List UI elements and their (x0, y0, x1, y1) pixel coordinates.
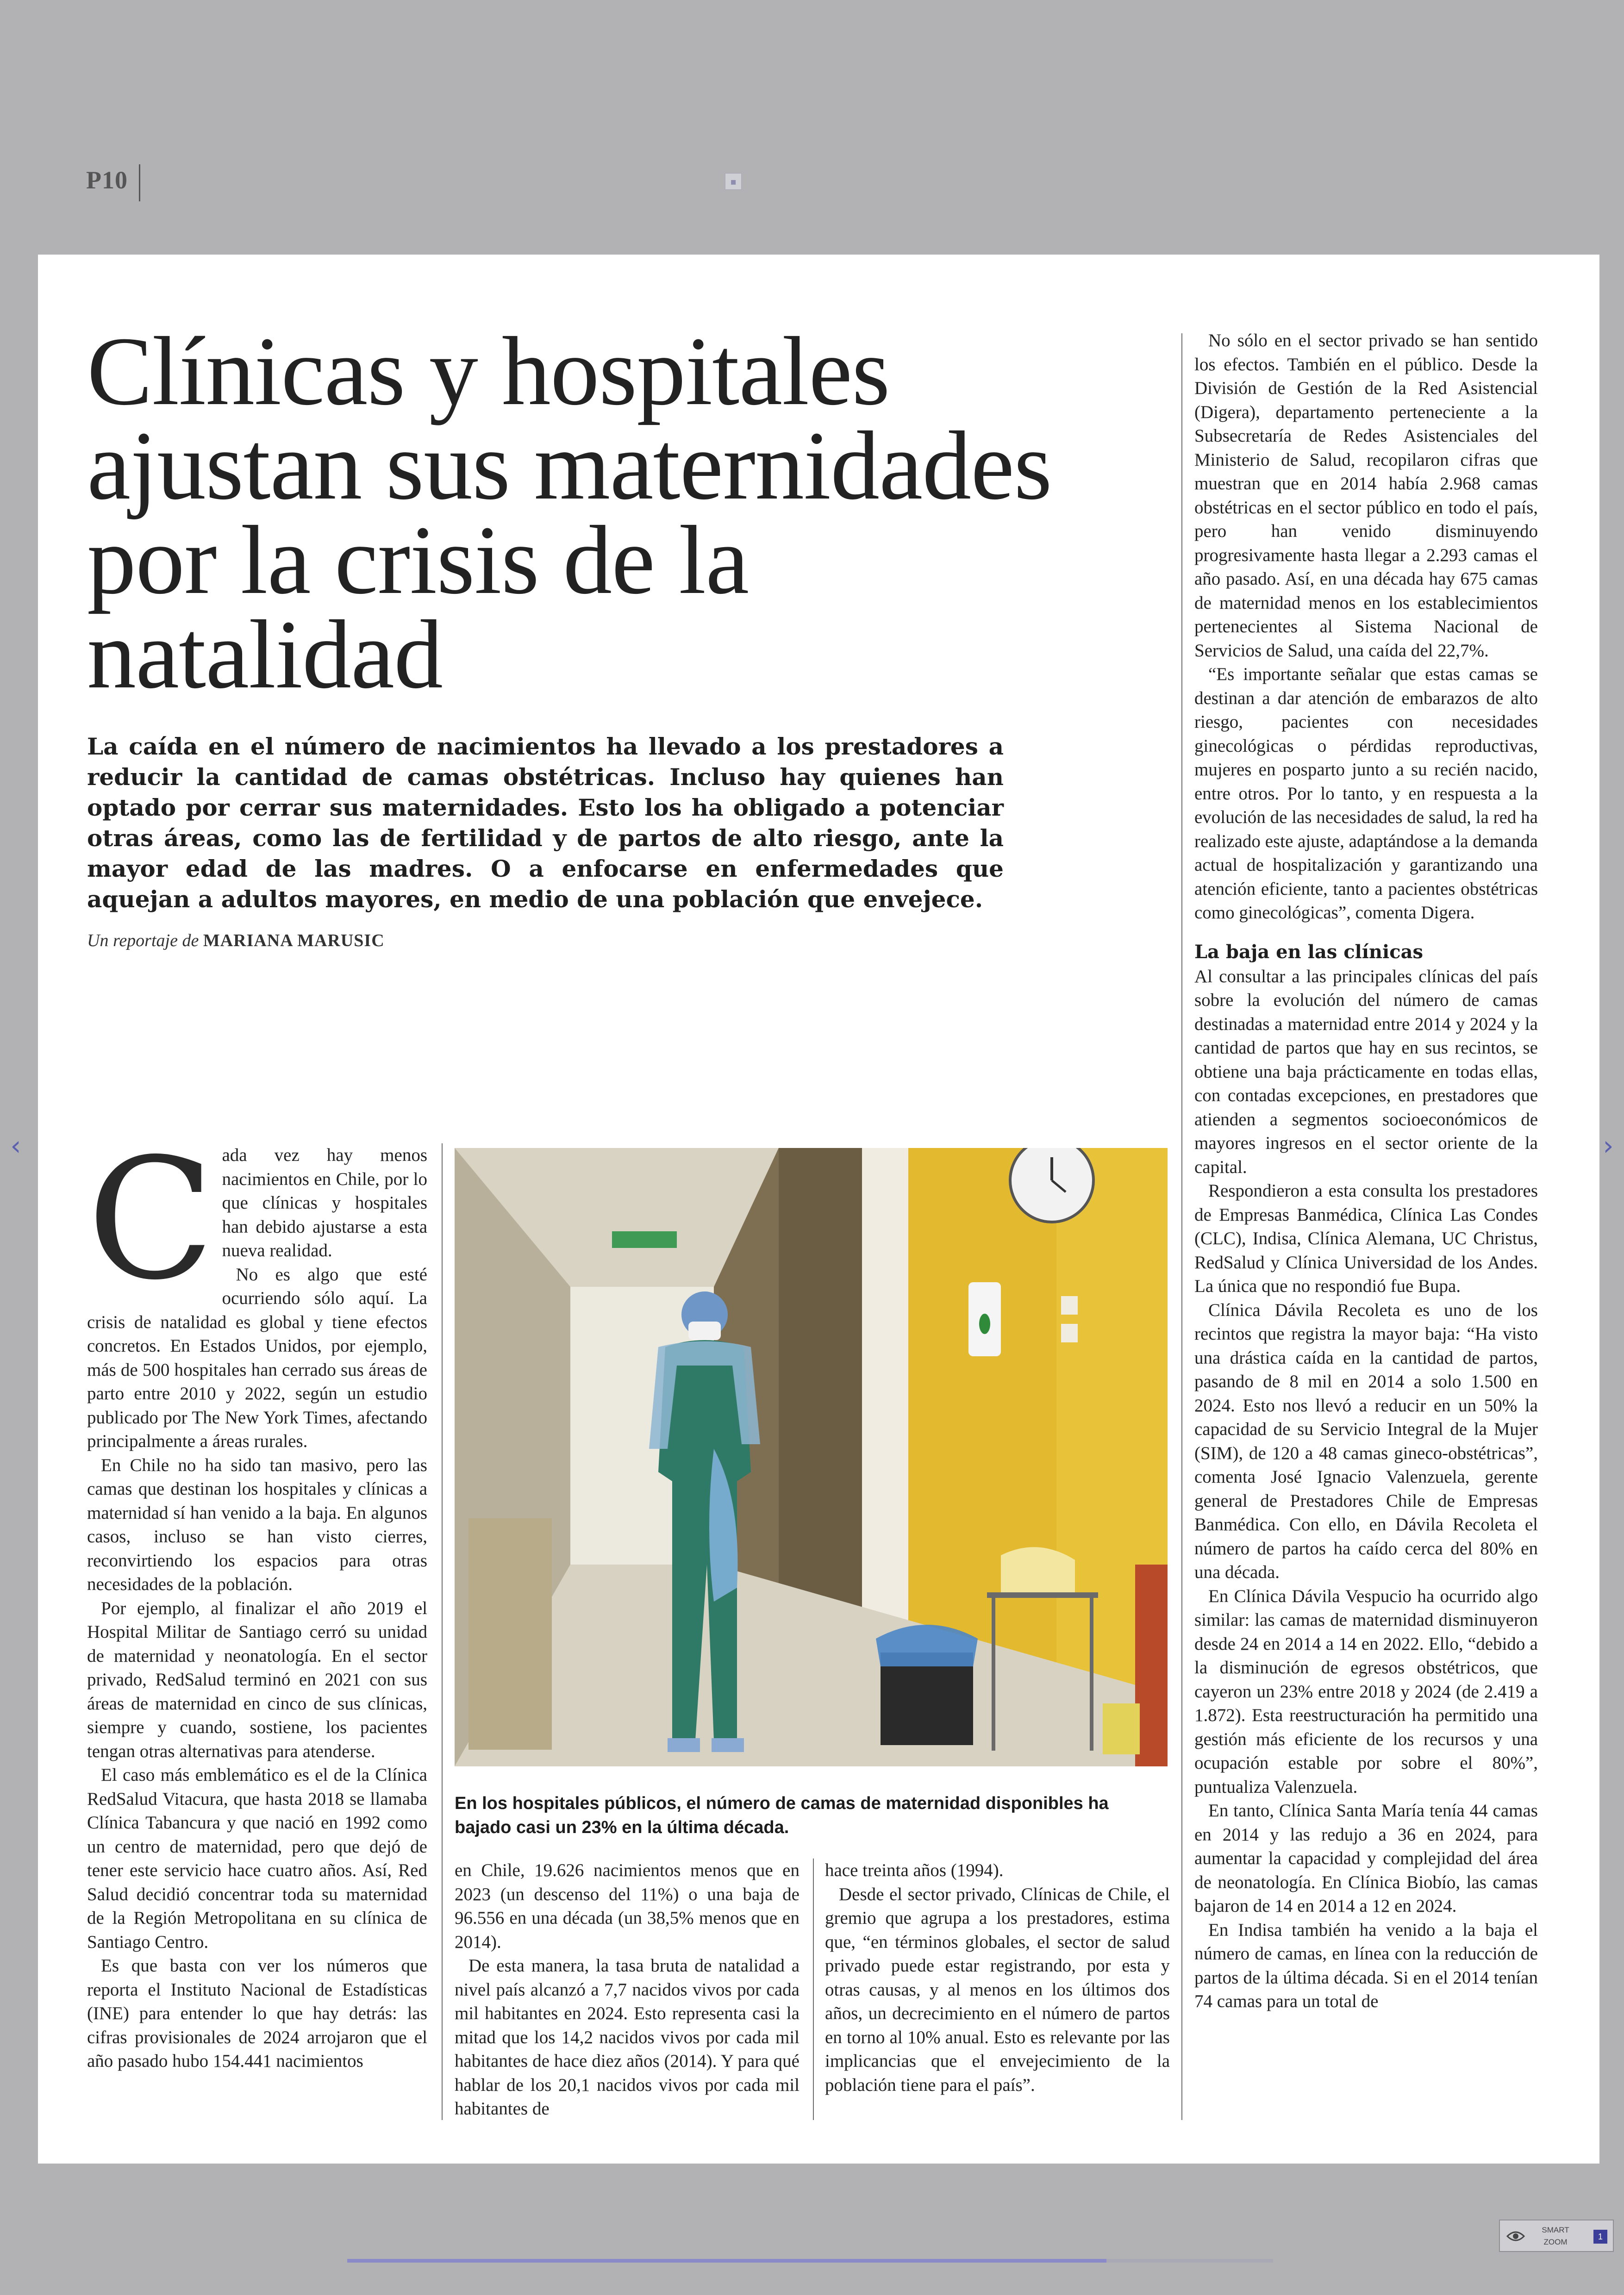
smart-zoom-label: SMART ZOOM (1542, 2226, 1569, 2246)
paragraph: En Indisa también ha venido a la baja el número de camas, en línea con la reducción de partos de la última década. Si en el 2014 tenían 74 camas para un total de (1194, 1920, 1538, 2011)
paragraph: El caso más emblemático es el de la Clínica RedSalud Vitacura, que hasta 2018 se llamaba Clínica Tabancura y que nació en 1992 como un centro de maternidad, pero que dejó de tener este servicio hace cuatro años. Así, Red Salud decidió concentrar toda su maternidad de la Región Metropolitana en su clínica de Santiago Centro. (87, 1765, 427, 1952)
paragraph: “Es importante señalar que estas camas se destinan a dar atención de embarazos de alto riesgo, pacientes con necesidades ginecológicas o pérdidas reproductivas, mujeres en posparto junto a su recién nacido, entre otros. Por lo tanto, y en respuesta a la evolución de las necesidades de salud, la red ha realizado este ajuste, adaptándose a la demanda actual de hospitalización y garantizando una atención eficiente, tanto a pacientes obstétricas como ginecológicas”, comenta Digera. (1194, 664, 1538, 923)
paragraph: No es algo que esté ocurriendo sólo aquí. La crisis de natalidad es global y tiene efectos concretos. En Estados Unidos, por ejemplo, más de 500 hospitales han cerrado sus áreas de parto entre 2010 y 2022, según un estudio publicado por The New York Times, afectando principalmente a áreas rurales. (87, 1264, 427, 1451)
paragraph: De esta manera, la tasa bruta de natalidad a nivel país alcanzó a 7,7 nacidos vivos por cada mil habitantes en 2024. Esto representa casi la mitad que los 14,2 nacidos vivos por cada mil habitantes de hace diez años (2014). Y para qué hablar de los 20,1 nacidos vivos por cada mil habitantes de (455, 1956, 800, 2119)
article-column-4 (1194, 329, 1538, 2014)
article-column-3 (825, 1858, 1170, 2097)
paragraph: Desde el sector privado, Clínicas de Chile, el gremio que agrupa a los prestadores, estima que, “en términos globales, el sector de salud privado puede estar registrando, por esta y otras causas, y al menos en los últimos dos años, un decrecimiento en el número de partos en torno al 10% anual. Esto es relevante por las implicancias que el envejecimiento de la población tiene para el país”. (825, 1884, 1170, 2095)
smart-zoom-button[interactable] (1499, 2220, 1614, 2252)
column-rule (813, 1858, 814, 2120)
paragraph: No sólo en el sector privado se han sentido los efectos. También en el público. Desde la División de Gestión de la Red Asistencial (Digera), departamento perteneciente a la Subsecretaría de Redes Asistenciales del Ministerio de Salud, recopilaron cifras que muestran que en 2014 había 2.968 camas obstétricas en el sector público en todo el país, pero han venido disminuyendo progresivamente hasta llegar a 2.293 camas el año pasado. Así, en una década hay 675 camas de maternidad menos en los establecimientos pertenecientes al Sistema Nacional de Servicios de Salud, una caída del 22,7%. (1194, 331, 1538, 661)
article-headline: Clínicas y hospitales ajustan sus maternidades por la crisis de la natalidad (87, 317, 1052, 709)
photo-caption: En los hospitales públicos, el número de camas de maternidad disponibles ha bajado casi un 23% en la última década. (455, 1794, 1109, 1837)
article-column-1 (87, 1123, 427, 2073)
paragraph: ada vez hay menos nacimientos en Chile, por lo que clínicas y hospitales han debido ajustarse a esta nueva realidad. (222, 1145, 427, 1260)
page-number-label: P10 (86, 166, 128, 194)
chevron-left-icon[interactable]: ‹ (10, 1130, 21, 1161)
paragraph: Al consultar a las principales clínicas del país sobre la evolución del número de camas destinadas a maternidad entre 2014 y 2024 y la cantidad de partos que hay en sus recintos, se obtiene una baja prácticamente en todas ellas, con contadas excepciones, en prestadores que atienden a segmentos socioeconómicos de mayores ingresos en el sector oriente de la capital. (1194, 966, 1538, 1177)
paragraph: En Clínica Dávila Vespucio ha ocurrido algo similar: las camas de maternidad disminuyeron desde 24 en 2014 a 14 en 2022. Ello, “debido a la disminución de egresos obstétricos, que cayeron un 23% entre 2018 y 2024 (de 2.419 a 1.872). Esta reestructuración ha permitido una gestión más eficiente de los recursos y una ocupación estable por sobre el 80%”, puntualiza Valenzuela. (1194, 1586, 1538, 1797)
chevron-right-icon[interactable]: › (1603, 1130, 1614, 1161)
section-subhead: La baja en las clínicas (1194, 941, 1424, 963)
hospital-corridor-photo (455, 1148, 1168, 1766)
reading-progress-fill (347, 2259, 1106, 2263)
paragraph: Es que basta con ver los números que reporta el Instituto Nacional de Estadísticas (INE) para entender lo que hay detrás: las cifras provisionales de 2024 arrojaron que el año pasado hubo 154.441 nacimientos (87, 1956, 427, 2071)
paragraph: en Chile, 19.626 nacimientos menos que en 2023 (un descenso del 11%) o una baja de 96.556 en una década (un 38,5% menos que en 2014). (455, 1860, 800, 1952)
byline-intro: Un reportaje de (87, 931, 199, 950)
article-column-2 (455, 1858, 800, 2121)
thumbnail-toggle-icon[interactable]: ▪ (725, 173, 742, 190)
paragraph: Clínica Dávila Recoleta es uno de los recintos que registra la mayor baja: “Ha visto una drástica caída en la cantidad de partos, pasando de 8 mil en 2014 a solo 1.500 en 2024. Esto nos llevó a reducir en un 50% la capacidad de su Servicio Integral de la Mujer (SIM), de 120 a 48 camas gineco-obstétricas”, comenta José Ignacio Valenzuela, gerente general de Prestadores Chile de Empresas Banmédica. Con ello, en Dávila Recoleta el número de partos ha caído cerca del 80% en una década. (1194, 1300, 1538, 1582)
paragraph: En Chile no ha sido tan masivo, pero las camas que destinan los hospitales y clínicas a maternidad sí han venido a la baja. En algunos casos, incluso se han visto cierres, reconvirtiendo los espacios para otras necesidades de la población. (87, 1455, 427, 1594)
column-rule (442, 1143, 443, 2120)
smart-zoom-badge: 1 (1593, 2230, 1607, 2244)
eye-icon (1506, 2230, 1525, 2243)
paragraph: En tanto, Clínica Santa María tenía 44 camas en 2014 y las redujo a 36 en 2024, para aumentar la capacidad y complejidad del área de neonatología. En Clínica Biobío, las camas bajaron de 14 en 2014 a 12 en 2024. (1194, 1801, 1538, 1916)
page-number-divider (139, 164, 140, 201)
newspaper-page (38, 255, 1599, 2164)
paragraph: hace treinta años (1994). (825, 1860, 1004, 1880)
column-rule (1181, 333, 1182, 2120)
article-lead: La caída en el número de nacimientos ha llevado a los prestadores a reducir la cantidad de camas obstétricas. Incluso hay quienes han optado por cerrar sus maternidades. Esto los ha obligado a potenciar otras áreas, como las de fertilidad y de partos de alto riesgo, ante la mayor edad de las madres. O a enfocarse en enfermedades que aquejan a adultos mayores, en medio de una población que envejece. (87, 733, 1004, 913)
reading-progress-bar[interactable] (347, 2259, 1273, 2263)
article-byline (87, 930, 385, 951)
paragraph: Por ejemplo, al finalizar el año 2019 el Hospital Militar de Santiago cerró su unidad de maternidad y neonatología. En el sector privado, RedSalud terminó en 2021 con sus áreas de maternidad en cinco de sus clínicas, siempre y cuando, sostiene, los pacientes tengan otras alternativas para atenderse. (87, 1598, 427, 1761)
drop-cap: C (87, 1123, 215, 1316)
paragraph: Respondieron a esta consulta los prestadores de Empresas Banmédica, Clínica Las Condes (CLC), Indisa, Clínica Alemana, UC Christus, RedSalud y Clínica Universidad de los Andes. La única que no respondió fue Bupa. (1194, 1181, 1538, 1296)
byline-author: MARIANA MARUSIC (203, 931, 385, 950)
